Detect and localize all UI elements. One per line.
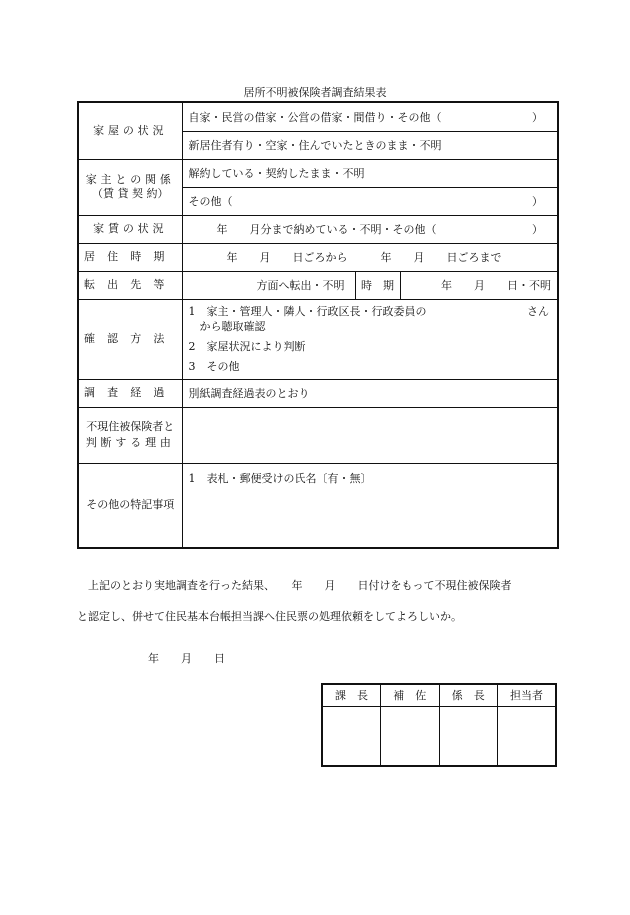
survey-progress-label: 調査経過 bbox=[78, 379, 182, 407]
stamp-header-group-chief: 係 長 bbox=[439, 684, 498, 706]
form-title: 居所不明被保険者調査結果表 bbox=[243, 86, 387, 99]
confirmation-paragraph-line1: 上記のとおり実地調査を行った結果、 年 月 日付けをもって不現住被保険者 bbox=[88, 579, 512, 592]
rent-status-value[interactable]: 年 月分まで納めている・不明・その他（ ） bbox=[182, 215, 558, 243]
confirmation-paragraph-line2: と認定し、併せて住民基本台帳担当課へ住民票の処理依頼をしてよろしいか。 bbox=[77, 610, 462, 623]
residence-period-value[interactable]: 年 月 日ごろから 年 月 日ごろまで bbox=[182, 243, 558, 271]
survey-result-table bbox=[77, 101, 559, 549]
stamp-box-section-chief[interactable] bbox=[322, 706, 381, 766]
landlord-relation-label: 家主との関係 （賃 貸 契 約） bbox=[78, 159, 182, 215]
residence-period-label: 居住時期 bbox=[78, 243, 182, 271]
reason-label: 不現住被保険者と 判断する理由 bbox=[78, 407, 182, 463]
landlord-relation-line1[interactable]: 解約している・契約したまま・不明 bbox=[182, 159, 558, 187]
moveout-period-value[interactable]: 年 月 日・不明 bbox=[441, 279, 551, 292]
reason-value[interactable] bbox=[182, 407, 558, 463]
housing-status-line2[interactable]: 新居住者有り・空家・住んでいたときのまま・不明 bbox=[182, 131, 558, 159]
approval-date[interactable]: 年 月 日 bbox=[148, 652, 225, 665]
moveout-destination[interactable]: 方面へ転出・不明 bbox=[256, 279, 345, 292]
stamp-header-section-chief: 課 長 bbox=[322, 684, 381, 706]
other-notes-label: その他の特記事項 bbox=[78, 463, 182, 548]
survey-progress-value[interactable]: 別紙調査経過表のとおり bbox=[182, 379, 558, 407]
housing-status-label: 家屋の状況 bbox=[78, 102, 182, 159]
moveout-period-label: 時 期 bbox=[355, 272, 400, 299]
moveout-label: 転出先等 bbox=[78, 271, 182, 299]
other-notes-value[interactable]: 1 表札・郵便受けの氏名〔有・無〕 bbox=[182, 463, 558, 548]
stamp-header-staff: 担当者 bbox=[498, 684, 557, 706]
landlord-relation-line2[interactable]: その他（ ） bbox=[182, 187, 558, 215]
rent-status-label: 家賃の状況 bbox=[78, 215, 182, 243]
stamp-box-group-chief[interactable] bbox=[439, 706, 498, 766]
housing-status-line1[interactable]: 自家・民営の借家・公営の借家・間借り・その他（ ） bbox=[182, 102, 558, 131]
stamp-box-assistant[interactable] bbox=[381, 706, 440, 766]
approval-stamp-table bbox=[321, 683, 557, 767]
stamp-header-assistant: 補 佐 bbox=[381, 684, 440, 706]
confirm-method-value[interactable]: 1 家主・管理人・隣人・行政区長・行政委員の さん から聴取確認 2 家屋状況により判断 3 その他 bbox=[182, 299, 558, 379]
stamp-box-staff[interactable] bbox=[498, 706, 557, 766]
confirm-method-label: 確認方法 bbox=[78, 299, 182, 379]
